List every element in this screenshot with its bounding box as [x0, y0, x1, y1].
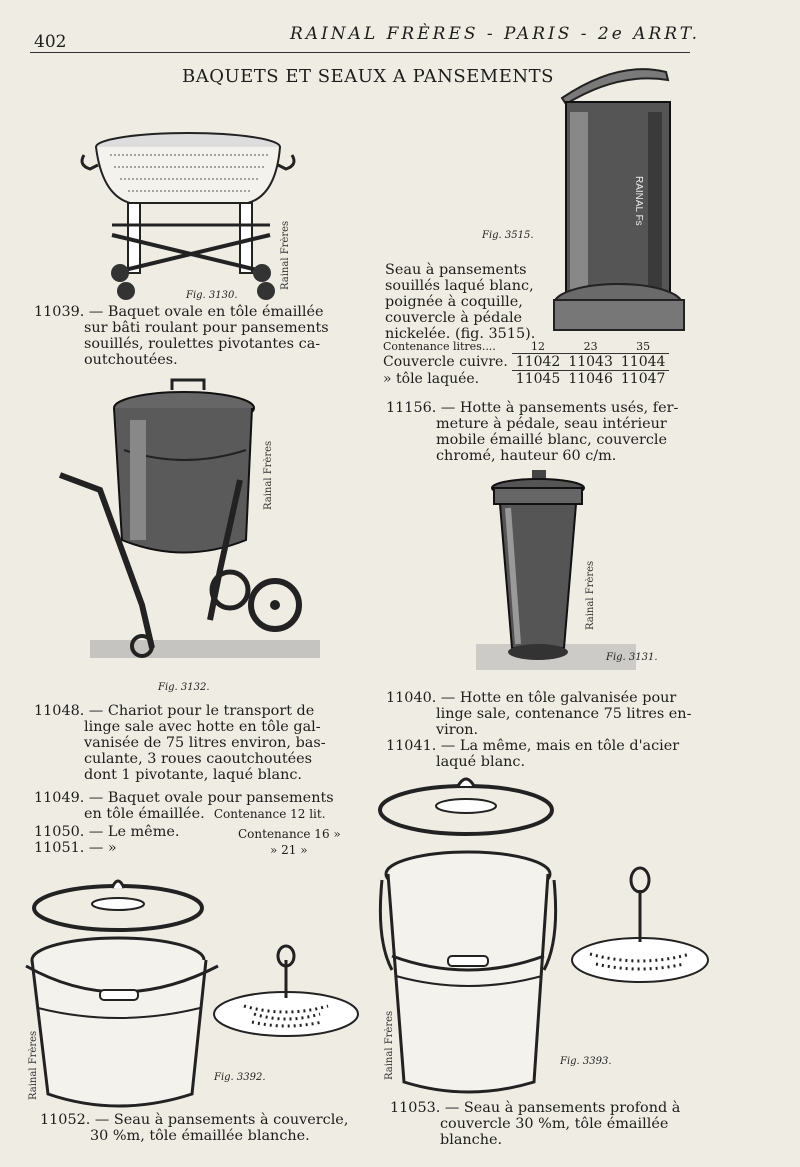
item-11050: 11050. — Le même. [34, 824, 180, 840]
item-11040: 11040. — Hotte en tôle galvanisée pour linge sale, contenance 75 litres en- viron. [386, 690, 692, 738]
bin-label: RAINAL Fs [633, 176, 644, 226]
item-11156: 11156. — Hotte à pansements usés, fer- meture à pédale, seau intérieur mobile émaillé blanc, couvercle chromé, hauteur 60 c/m. [386, 400, 679, 464]
maker-mark: Rainal Frères [28, 1030, 39, 1100]
fig-caption-3132: Fig. 3132. [158, 682, 210, 693]
maker-mark: Rainal Frères [384, 1010, 395, 1080]
oval-basin-trolley-illustration [80, 125, 300, 305]
item-11053: 11053. — Seau à pansements profond à couvercle 30 %m, tôle émaillée blanche. [390, 1100, 681, 1148]
capacity-23: 23 [583, 340, 598, 353]
maker-mark: Rainal Frères [585, 560, 596, 630]
header-rule [30, 52, 690, 53]
capacity-35: 35 [636, 340, 651, 353]
page-title: BAQUETS ET SEAUX A PANSEMENTS [182, 66, 554, 87]
capacity-12: 12 [531, 340, 546, 353]
pedal-bin-spec-table: Contenance litres.... 12 23 35 Couvercle cuivre. 11042 11043 11044 » tôle laquée. 11045 11046 11047 [383, 340, 669, 387]
fig-caption-3393: Fig. 3393. [560, 1056, 612, 1067]
item-11051: 11051. — » [34, 840, 117, 856]
laundry-cart-illustration [60, 380, 320, 670]
fig-caption-3515: Fig. 3515. [482, 230, 534, 241]
capacity-header: Contenance litres.... [383, 340, 496, 354]
item-11051-capacity: » 21 » [270, 843, 308, 857]
pedal-bin-illustration [548, 66, 696, 338]
deep-bucket-illustration [378, 770, 714, 1100]
item-11048: 11048. — Chariot pour le transport de linge sale avec hotte en tôle gal- vanisée de 75 litres environ, bas- culante, 3 roues caoutchoutées dont 1 pivotante, laqué blanc. [34, 703, 326, 783]
fig-caption-3131: Fig. 3131. [606, 652, 658, 663]
maker-mark: Rainal Frères [263, 440, 274, 510]
item-11050-capacity: Contenance 16 » [238, 827, 341, 841]
item-11049: 11049. — Baquet ovale pour pansements en tôle émaillée. Contenance 12 lit. [34, 790, 334, 822]
item-11039: 11039. — Baquet ovale en tôle émaillée sur bâti roulant pour pansements souillés, roulettes pivotantes ca- outchoutées. [34, 304, 329, 368]
fig-caption-3392: Fig. 3392. [214, 1072, 266, 1083]
maker-mark: Rainal Frères [280, 220, 291, 290]
fig-caption-3130: Fig. 3130. [186, 290, 238, 301]
hamper-illustration [476, 468, 636, 678]
running-title: RAINAL FRÈRES - PARIS - 2e ARRT. [290, 24, 701, 44]
enamel-bucket-illustration [22, 868, 367, 1113]
item-11041: 11041. — La même, mais en tôle d'acier laqué blanc. [386, 738, 680, 770]
item-11052: 11052. — Seau à pansements à couvercle, 30 %m, tôle émaillée blanche. [40, 1112, 349, 1144]
page-number: 402 [34, 32, 67, 52]
pedal-bin-description: Seau à pansements souillés laqué blanc, poignée à coquille, couvercle à pédale nickelée. (fig. 3515). [385, 262, 536, 342]
